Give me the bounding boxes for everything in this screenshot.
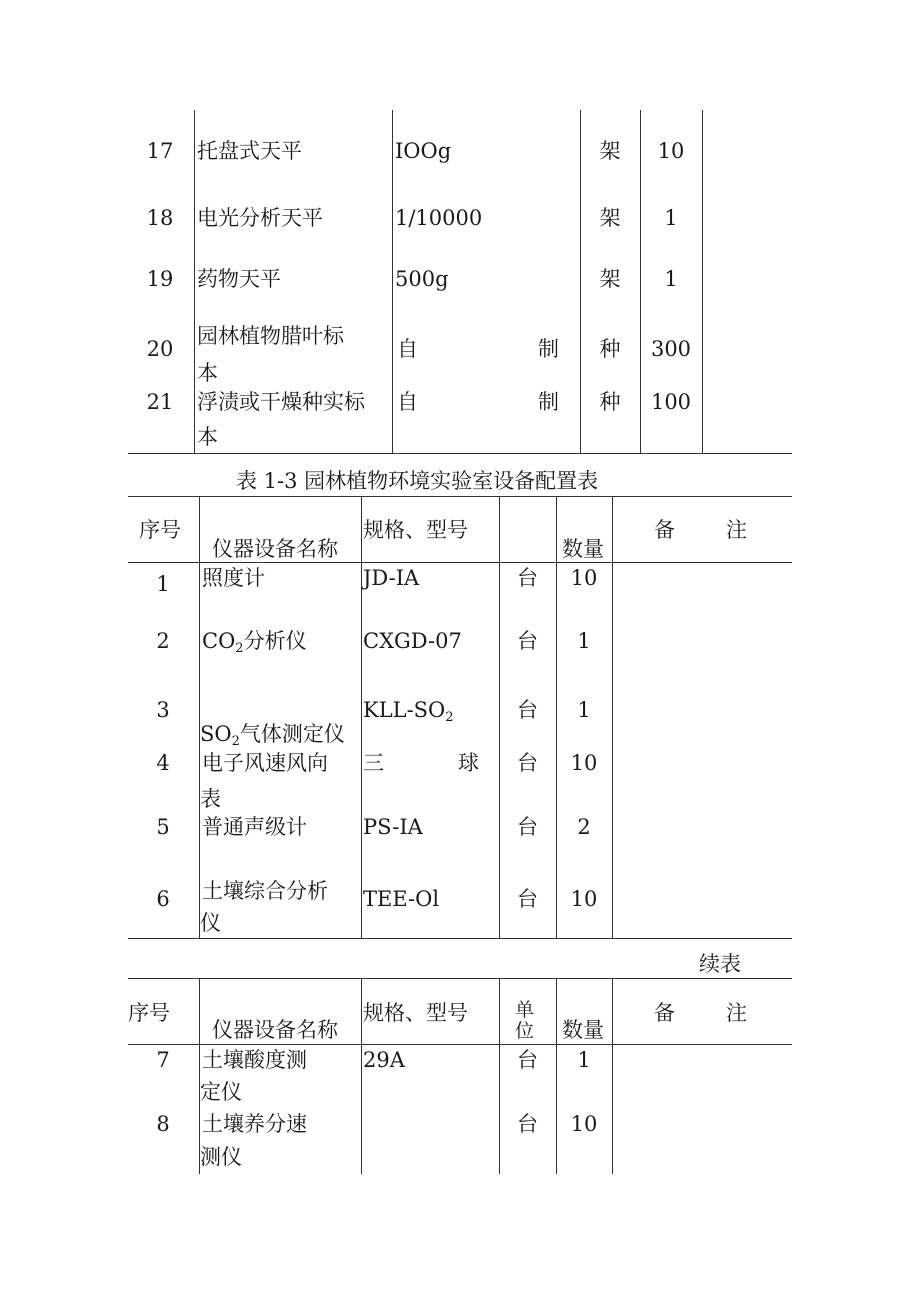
item-spec: TEE-Ol bbox=[363, 887, 440, 911]
header-spec: 规格、型号 bbox=[363, 518, 468, 542]
item-unit: 台 bbox=[517, 1112, 538, 1136]
row-number: 8 bbox=[156, 1112, 170, 1136]
item-unit: 台 bbox=[517, 1048, 538, 1072]
item-qty: 10 bbox=[570, 566, 598, 590]
header-unit-b: 位 bbox=[515, 1020, 535, 1042]
item-name-line2: 本 bbox=[197, 425, 218, 449]
item-spec: 500g bbox=[395, 267, 449, 291]
header-name: 仪器设备名称 bbox=[212, 1018, 338, 1042]
item-qty: 10 bbox=[570, 751, 598, 775]
table-bottom-rule bbox=[128, 938, 792, 939]
row-number: 19 bbox=[146, 267, 174, 291]
item-name-line2: 本 bbox=[197, 361, 218, 385]
item-unit: 架 bbox=[599, 267, 621, 291]
item-spec: IOOg bbox=[395, 139, 452, 163]
col-divider bbox=[199, 496, 200, 938]
item-unit: 台 bbox=[517, 698, 538, 722]
item-name: 照度计 bbox=[202, 566, 265, 590]
row-number: 2 bbox=[156, 629, 170, 653]
item-spec-b: 制 bbox=[538, 337, 559, 361]
header-no: 序号 bbox=[139, 518, 181, 542]
item-unit: 台 bbox=[517, 815, 538, 839]
header-rule bbox=[128, 562, 792, 563]
item-name: 电光分析天平 bbox=[197, 206, 323, 230]
header-name: 仪器设备名称 bbox=[212, 537, 338, 561]
item-qty: 100 bbox=[650, 390, 692, 414]
row-number: 5 bbox=[156, 815, 170, 839]
header-remark-b: 注 bbox=[726, 518, 747, 542]
row-number: 3 bbox=[156, 698, 170, 722]
item-name-line1: 土壤酸度测 bbox=[202, 1048, 307, 1072]
item-spec-a: 三 bbox=[363, 751, 384, 775]
col-divider bbox=[361, 496, 362, 938]
item-qty: 10 bbox=[570, 1112, 598, 1136]
item-qty: 1 bbox=[664, 267, 678, 291]
item-unit: 种 bbox=[599, 390, 621, 414]
table-caption: 表 1-3 园林植物环境实验室设备配置表 bbox=[236, 469, 599, 493]
col-divider bbox=[580, 110, 581, 453]
item-name-line1: 浮渍或干燥种实标 bbox=[197, 390, 365, 414]
row-number: 6 bbox=[156, 887, 170, 911]
col-divider bbox=[499, 978, 500, 1174]
item-unit: 架 bbox=[599, 139, 621, 163]
col-divider bbox=[556, 496, 557, 938]
item-name-line2: 定仪 bbox=[200, 1080, 242, 1104]
item-qty: 10 bbox=[657, 139, 685, 163]
item-spec-a: 自 bbox=[397, 337, 418, 361]
header-remark-b: 注 bbox=[726, 1001, 747, 1025]
item-qty: 1 bbox=[577, 698, 591, 722]
row-number: 21 bbox=[146, 390, 174, 414]
item-name-line1: 土壤综合分析 bbox=[202, 879, 328, 903]
col-divider bbox=[194, 110, 195, 453]
header-no: 序号 bbox=[128, 1001, 170, 1025]
item-name-line1: 电子风速风向 bbox=[202, 751, 328, 775]
col-divider bbox=[499, 496, 500, 938]
item-spec: JD-IA bbox=[363, 566, 420, 590]
item-qty: 2 bbox=[577, 815, 591, 839]
col-divider bbox=[361, 978, 362, 1174]
item-name-line1: 园林植物腊叶标 bbox=[197, 324, 344, 348]
item-qty: 1 bbox=[664, 206, 678, 230]
col-divider bbox=[640, 110, 641, 453]
item-unit: 架 bbox=[599, 206, 621, 230]
item-spec: 29A bbox=[363, 1048, 405, 1072]
item-name: 托盘式天平 bbox=[197, 139, 302, 163]
col-divider bbox=[612, 496, 613, 938]
item-spec-b: 制 bbox=[538, 390, 559, 414]
header-spec: 规格、型号 bbox=[363, 1001, 468, 1025]
item-name-line1: 土壤养分速 bbox=[202, 1112, 307, 1136]
col-divider bbox=[702, 110, 703, 453]
continued-caption: 续表 bbox=[699, 952, 741, 976]
header-rule bbox=[128, 1044, 792, 1045]
item-name: 普通声级计 bbox=[202, 815, 307, 839]
table-bottom-rule bbox=[128, 453, 792, 454]
item-spec: PS-IA bbox=[363, 815, 423, 839]
item-unit: 台 bbox=[517, 566, 538, 590]
item-name: 药物天平 bbox=[197, 267, 281, 291]
item-qty: 10 bbox=[570, 887, 598, 911]
header-unit-a: 单 bbox=[515, 999, 535, 1021]
item-spec: CXGD-07 bbox=[363, 629, 462, 653]
item-name: $SO_2$气体测定仪 bbox=[200, 722, 345, 749]
item-unit: 台 bbox=[517, 887, 538, 911]
header-qty: 数量 bbox=[562, 537, 604, 561]
item-name-line2: 仪 bbox=[200, 911, 221, 935]
item-spec: KLL-$SO_2$ bbox=[363, 698, 454, 725]
col-divider bbox=[612, 978, 613, 1174]
item-spec: 1/10000 bbox=[395, 206, 483, 230]
item-unit: 台 bbox=[517, 629, 538, 653]
item-qty: 1 bbox=[577, 1048, 591, 1072]
item-name-line2: 表 bbox=[200, 787, 221, 811]
row-number: 7 bbox=[156, 1048, 170, 1072]
row-number: 20 bbox=[146, 337, 174, 361]
item-qty: 1 bbox=[577, 629, 591, 653]
col-divider bbox=[556, 978, 557, 1174]
header-qty: 数量 bbox=[562, 1018, 604, 1042]
row-number: 18 bbox=[146, 206, 174, 230]
header-remark-a: 备 bbox=[654, 1001, 675, 1025]
table-top-rule bbox=[128, 496, 792, 497]
row-number: 4 bbox=[156, 751, 170, 775]
item-unit: 台 bbox=[517, 751, 538, 775]
col-divider bbox=[392, 110, 393, 453]
header-remark-a: 备 bbox=[654, 518, 675, 542]
item-name: $CO_2$分析仪 bbox=[202, 629, 307, 656]
item-spec-b: 球 bbox=[458, 751, 479, 775]
item-qty: 300 bbox=[650, 337, 692, 361]
row-number: 1 bbox=[156, 572, 170, 596]
item-name-line2: 测仪 bbox=[200, 1145, 242, 1169]
item-unit: 种 bbox=[599, 337, 621, 361]
row-number: 17 bbox=[146, 139, 174, 163]
item-spec-a: 自 bbox=[397, 390, 418, 414]
table-top-rule bbox=[128, 978, 792, 979]
